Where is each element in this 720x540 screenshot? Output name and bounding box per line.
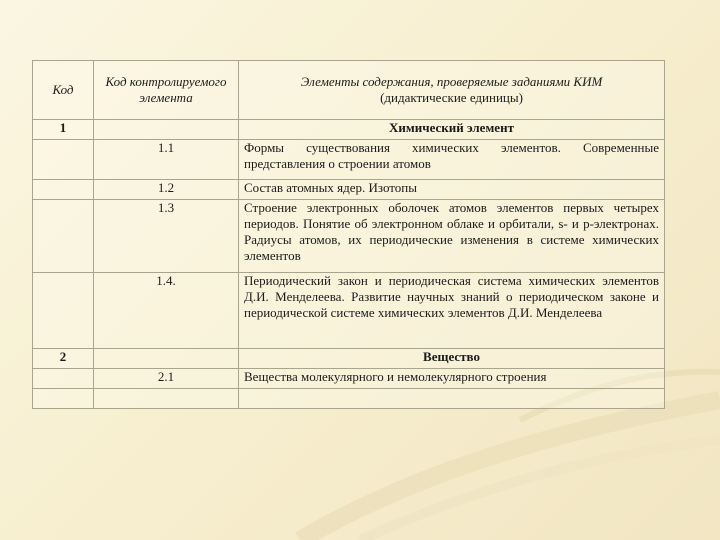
element-description: Формы существования химических элементов. Современные представления о строении атомов: [239, 140, 665, 180]
kim-content-table: [32, 60, 665, 409]
element-code: 1.2: [94, 180, 239, 200]
empty-cell: [33, 389, 94, 409]
table-row: [33, 273, 665, 349]
header-code: Код: [33, 61, 94, 120]
element-code: 2.1: [94, 369, 239, 389]
empty-cell: [94, 120, 239, 140]
section-code: 2: [33, 349, 94, 369]
header-content-elements: [239, 61, 665, 120]
header-controlled-element: Код контролируемого элемента: [94, 61, 239, 120]
table-row: [33, 140, 665, 180]
element-description: Вещества молекулярного и немолекулярного строения: [239, 369, 665, 389]
empty-cell: [239, 389, 665, 409]
table-row: [33, 180, 665, 200]
header-content-elements-subtitle: (дидактические единицы): [380, 90, 523, 105]
table-row: [33, 369, 665, 389]
table-row: [33, 349, 665, 369]
table-row: [33, 120, 665, 140]
section-code: 1: [33, 120, 94, 140]
section-title: Химический элемент: [239, 120, 665, 140]
table-row: [33, 200, 665, 273]
table-row-empty: [33, 389, 665, 409]
element-code: 1.3: [94, 200, 239, 273]
table-header-row: [33, 61, 665, 120]
empty-cell: [33, 369, 94, 389]
element-code: 1.1: [94, 140, 239, 180]
element-description: Состав атомных ядер. Изотопы: [239, 180, 665, 200]
section-title: Вещество: [239, 349, 665, 369]
element-code: 1.4.: [94, 273, 239, 349]
header-content-elements-title: Элементы содержания, проверяемые заданиями КИМ: [300, 74, 603, 89]
empty-cell: [94, 349, 239, 369]
empty-cell: [33, 140, 94, 180]
empty-cell: [94, 389, 239, 409]
empty-cell: [33, 273, 94, 349]
element-description: Строение электронных оболочек атомов элементов первых четырех периодов. Понятие об электронном облаке и орбитали, s- и p-электронах. Радиусы атомов, их периодические изменения в системе химических элементов: [239, 200, 665, 273]
element-description: Периодический закон и периодическая система химических элементов Д.И. Менделеева. Развитие научных знаний о периодическом законе и периодической системе химических элементов Д.И. Менделеева: [239, 273, 665, 349]
empty-cell: [33, 180, 94, 200]
empty-cell: [33, 200, 94, 273]
